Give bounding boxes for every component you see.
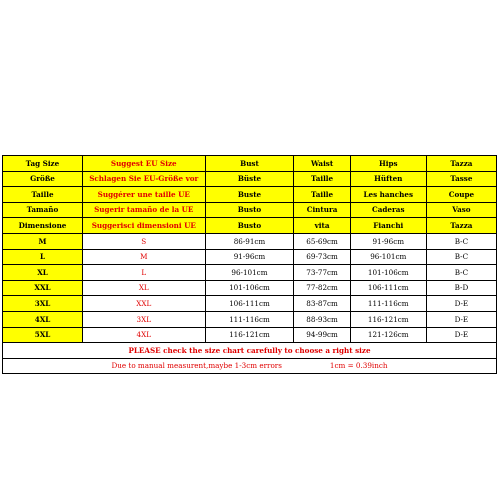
- header-cell: Hips: [350, 156, 426, 172]
- size-row: [3, 233, 497, 249]
- waist-cell: 88-93cm: [294, 311, 350, 327]
- header-cell: Büste: [205, 171, 294, 187]
- header-cell: Waist: [294, 156, 350, 172]
- header-cell: Suggerisci dimensioni UE: [83, 218, 206, 234]
- header-row-en: [3, 156, 497, 172]
- size-row: [3, 280, 497, 296]
- cup-cell: B-C: [426, 249, 496, 265]
- header-cell: Schlagen Sie EU-Größe vor: [83, 171, 206, 187]
- size-row: [3, 249, 497, 265]
- unit-conversion-note: 1cm = 0.39inch: [329, 361, 388, 371]
- waist-cell: 65-69cm: [294, 233, 350, 249]
- header-cell: Caderas: [350, 202, 426, 218]
- tag-size-cell: 4XL: [3, 311, 83, 327]
- header-cell: Suggest EU Size: [83, 156, 206, 172]
- bust-cell: 101-106cm: [205, 280, 294, 296]
- bust-cell: 96-101cm: [205, 265, 294, 281]
- header-row-fr: [3, 187, 497, 203]
- hips-cell: 116-121cm: [350, 311, 426, 327]
- size-row: [3, 296, 497, 312]
- waist-cell: 77-82cm: [294, 280, 350, 296]
- header-cell: Tag Size: [3, 156, 83, 172]
- note-row-errors: [3, 358, 497, 374]
- header-cell: Cintura: [294, 202, 350, 218]
- header-cell: Tamaño: [3, 202, 83, 218]
- eu-size-cell: M: [83, 249, 206, 265]
- header-cell: Busto: [205, 218, 294, 234]
- header-cell: Coupe: [426, 187, 496, 203]
- header-cell: Hüften: [350, 171, 426, 187]
- hips-cell: 91-96cm: [350, 233, 426, 249]
- header-cell: Größe: [3, 171, 83, 187]
- size-advice-note: PLEASE check the size chart carefully to choose a right size: [3, 343, 497, 359]
- tag-size-cell: L: [3, 249, 83, 265]
- header-row-de: [3, 171, 497, 187]
- tag-size-cell: M: [3, 233, 83, 249]
- eu-size-cell: XXL: [83, 296, 206, 312]
- cup-cell: B-D: [426, 280, 496, 296]
- header-cell: Busto: [205, 202, 294, 218]
- eu-size-cell: L: [83, 265, 206, 281]
- header-cell: Taille: [3, 187, 83, 203]
- hips-cell: 106-111cm: [350, 280, 426, 296]
- cup-cell: B-C: [426, 233, 496, 249]
- cup-cell: D-E: [426, 311, 496, 327]
- hips-cell: 101-106cm: [350, 265, 426, 281]
- cup-cell: D-E: [426, 327, 496, 343]
- cup-cell: D-E: [426, 296, 496, 312]
- waist-cell: 73-77cm: [294, 265, 350, 281]
- note-row-check: [3, 343, 497, 359]
- size-row: [3, 327, 497, 343]
- measurement-note-cell: [3, 358, 497, 374]
- header-row-it: [3, 218, 497, 234]
- header-cell: Tazza: [426, 156, 496, 172]
- hips-cell: 96-101cm: [350, 249, 426, 265]
- size-row: [3, 311, 497, 327]
- header-row-es: [3, 202, 497, 218]
- bust-cell: 106-111cm: [205, 296, 294, 312]
- header-cell: Fianchi: [350, 218, 426, 234]
- size-row: [3, 265, 497, 281]
- hips-cell: 111-116cm: [350, 296, 426, 312]
- header-cell: Dimensione: [3, 218, 83, 234]
- cup-cell: B-C: [426, 265, 496, 281]
- eu-size-cell: 4XL: [83, 327, 206, 343]
- header-cell: Buste: [205, 187, 294, 203]
- header-cell: Taille: [294, 171, 350, 187]
- header-cell: Les hanches: [350, 187, 426, 203]
- eu-size-cell: 3XL: [83, 311, 206, 327]
- tag-size-cell: 5XL: [3, 327, 83, 343]
- bust-cell: 86-91cm: [205, 233, 294, 249]
- header-cell: Suggérer une taille UE: [83, 187, 206, 203]
- tag-size-cell: 3XL: [3, 296, 83, 312]
- measurement-error-note: Due to manual measurent,maybe 1-3cm errors: [111, 361, 282, 371]
- waist-cell: 94-99cm: [294, 327, 350, 343]
- bust-cell: 116-121cm: [205, 327, 294, 343]
- header-cell: vita: [294, 218, 350, 234]
- header-cell: Sugerir tamaño de la UE: [83, 202, 206, 218]
- bust-cell: 111-116cm: [205, 311, 294, 327]
- tag-size-cell: XL: [3, 265, 83, 281]
- eu-size-cell: XL: [83, 280, 206, 296]
- header-cell: Tasse: [426, 171, 496, 187]
- waist-cell: 69-73cm: [294, 249, 350, 265]
- header-cell: Taille: [294, 187, 350, 203]
- header-cell: Bust: [205, 156, 294, 172]
- header-cell: Tazza: [426, 218, 496, 234]
- header-cell: Vaso: [426, 202, 496, 218]
- bust-cell: 91-96cm: [205, 249, 294, 265]
- waist-cell: 83-87cm: [294, 296, 350, 312]
- hips-cell: 121-126cm: [350, 327, 426, 343]
- size-chart-table: [2, 155, 497, 374]
- tag-size-cell: XXL: [3, 280, 83, 296]
- eu-size-cell: S: [83, 233, 206, 249]
